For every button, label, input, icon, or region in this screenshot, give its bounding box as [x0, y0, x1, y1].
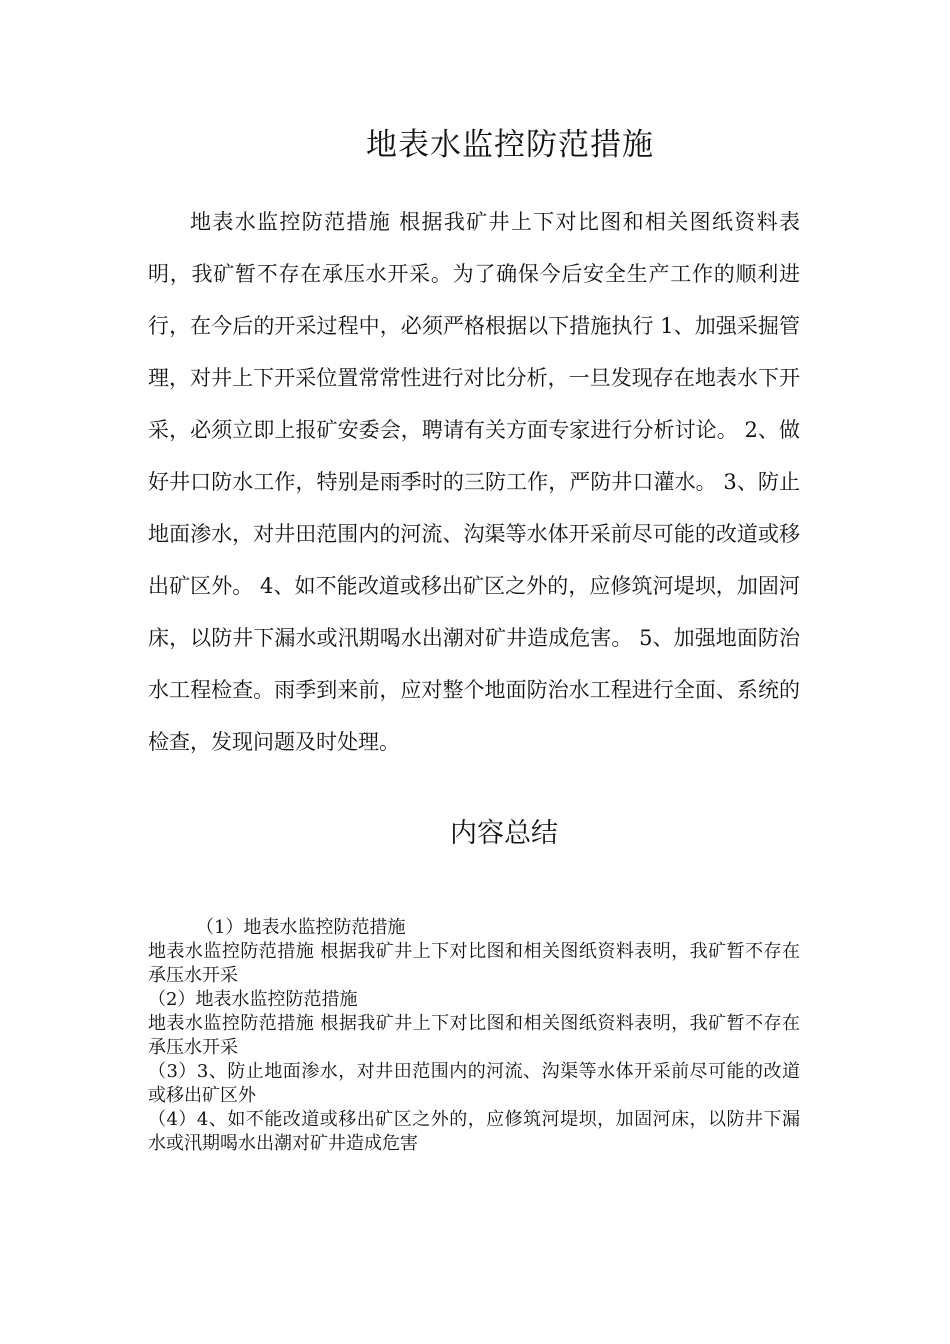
document-title: 地表水监控防范措施 — [366, 127, 654, 163]
summary-item-3-text: （3）3、防止地面渗水，对井田范围内的河流、沟渠等水体开采前尽可能的改道或移出矿区外 — [148, 1061, 800, 1106]
summary-item-2-text: 地表水监控防范措施 根据我矿井上下对比图和相关图纸资料表明，我矿暂不存在承压水开采 — [148, 1013, 800, 1058]
summary-title: 内容总结 — [450, 818, 558, 849]
summary-item-2-heading: （2）地表水监控防范措施 — [148, 989, 358, 1010]
summary-item-1-heading: （1）地表水监控防范措施 — [196, 917, 406, 938]
document-body-paragraph: 地表水监控防范措施 根据我矿井上下对比图和相关图纸资料表明，我矿暂不存在承压水开采。为了确保今后安全生产工作的顺利进行，在今后的开采过程中，必须严格根据以下措施执行 1、加强采掘管理，对井上下开采位置常常性进行对比分析，一旦发现存在地表水下开采，必须立即上报矿安委会，聘请有关方面专家进行分析讨论。 2、做好井口防水工作，特别是雨季时的三防工作，严防井口灌水。 3、防止地面渗水，对井田范围内的河流、沟渠等水体开采前尽可能的改道或移出矿区外。 4、如不能改道或移出矿区之外的，应修筑河堤坝，加固河床，以防井下漏水或汛期喝水出潮对矿井造成危害。 5、加强地面防治水工程检查。雨季到来前，应对整个地面防治水工程进行全面、系统的检查，发现问题及时处理。 — [148, 210, 800, 754]
summary-list — [148, 916, 800, 1156]
summary-item-4-text: （4）4、如不能改道或移出矿区之外的，应修筑河堤坝，加固河床，以防井下漏水或汛期喝水出潮对矿井造成危害 — [148, 1109, 800, 1154]
summary-item-1-text: 地表水监控防范措施 根据我矿井上下对比图和相关图纸资料表明，我矿暂不存在承压水开采 — [148, 941, 800, 986]
